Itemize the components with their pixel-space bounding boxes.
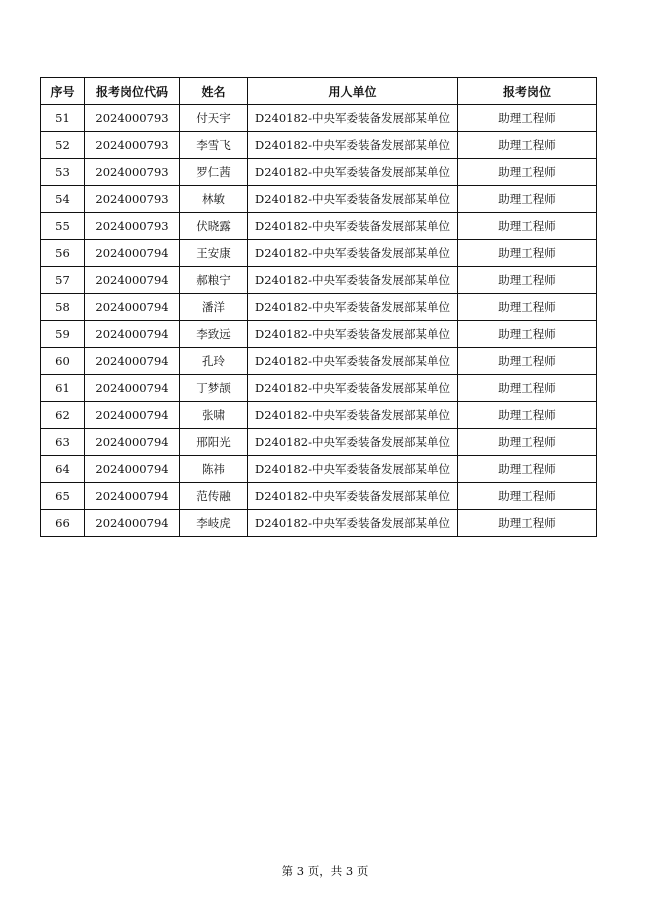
cell-name: 林敏 [180, 186, 248, 213]
cell-position-code: 2024000793 [85, 132, 180, 159]
table-row [41, 483, 597, 510]
table-row [41, 240, 597, 267]
cell-serial-number: 65 [41, 483, 85, 510]
cell-position: 助理工程师 [458, 510, 597, 537]
cell-position: 助理工程师 [458, 456, 597, 483]
cell-position-code: 2024000794 [85, 321, 180, 348]
cell-employer-unit: D240182-中央军委装备发展部某单位 [248, 375, 458, 402]
cell-position-code: 2024000794 [85, 375, 180, 402]
cell-serial-number: 63 [41, 429, 85, 456]
header-position: 报考岗位 [458, 78, 597, 105]
cell-position-code: 2024000793 [85, 213, 180, 240]
cell-position: 助理工程师 [458, 240, 597, 267]
roster-table-container [40, 77, 596, 537]
cell-name: 伏晓露 [180, 213, 248, 240]
table-row [41, 105, 597, 132]
table-row [41, 267, 597, 294]
roster-table [40, 77, 597, 537]
cell-serial-number: 57 [41, 267, 85, 294]
cell-name: 李雪飞 [180, 132, 248, 159]
cell-position: 助理工程师 [458, 402, 597, 429]
cell-name: 孔玲 [180, 348, 248, 375]
cell-employer-unit: D240182-中央军委装备发展部某单位 [248, 186, 458, 213]
cell-employer-unit: D240182-中央军委装备发展部某单位 [248, 402, 458, 429]
table-body [41, 105, 597, 537]
cell-position: 助理工程师 [458, 105, 597, 132]
cell-position: 助理工程师 [458, 348, 597, 375]
cell-employer-unit: D240182-中央军委装备发展部某单位 [248, 294, 458, 321]
cell-name: 范传融 [180, 483, 248, 510]
cell-employer-unit: D240182-中央军委装备发展部某单位 [248, 132, 458, 159]
cell-serial-number: 51 [41, 105, 85, 132]
table-row [41, 321, 597, 348]
cell-position-code: 2024000794 [85, 456, 180, 483]
cell-position: 助理工程师 [458, 483, 597, 510]
cell-position: 助理工程师 [458, 429, 597, 456]
page-footer: 第 3 页，共 3 页 [281, 864, 369, 878]
cell-employer-unit: D240182-中央军委装备发展部某单位 [248, 105, 458, 132]
cell-position-code: 2024000793 [85, 186, 180, 213]
cell-employer-unit: D240182-中央军委装备发展部某单位 [248, 240, 458, 267]
table-row [41, 159, 597, 186]
cell-position-code: 2024000794 [85, 267, 180, 294]
header-name: 姓名 [180, 78, 248, 105]
header-employer-unit: 用人单位 [248, 78, 458, 105]
cell-name: 邢阳光 [180, 429, 248, 456]
cell-serial-number: 52 [41, 132, 85, 159]
table-row [41, 132, 597, 159]
cell-position: 助理工程师 [458, 375, 597, 402]
table-row [41, 402, 597, 429]
table-header-row [41, 78, 597, 105]
cell-name: 李岐虎 [180, 510, 248, 537]
cell-position: 助理工程师 [458, 132, 597, 159]
cell-position: 助理工程师 [458, 159, 597, 186]
cell-name: 王安康 [180, 240, 248, 267]
cell-serial-number: 53 [41, 159, 85, 186]
cell-position-code: 2024000794 [85, 348, 180, 375]
cell-serial-number: 58 [41, 294, 85, 321]
cell-position: 助理工程师 [458, 321, 597, 348]
cell-serial-number: 66 [41, 510, 85, 537]
cell-name: 张啸 [180, 402, 248, 429]
cell-serial-number: 64 [41, 456, 85, 483]
cell-position-code: 2024000793 [85, 159, 180, 186]
cell-position: 助理工程师 [458, 186, 597, 213]
cell-employer-unit: D240182-中央军委装备发展部某单位 [248, 348, 458, 375]
cell-serial-number: 61 [41, 375, 85, 402]
table-row [41, 456, 597, 483]
cell-position-code: 2024000794 [85, 510, 180, 537]
header-position-code: 报考岗位代码 [85, 78, 180, 105]
cell-position: 助理工程师 [458, 267, 597, 294]
cell-position: 助理工程师 [458, 213, 597, 240]
cell-name: 陈祎 [180, 456, 248, 483]
table-row [41, 510, 597, 537]
cell-employer-unit: D240182-中央军委装备发展部某单位 [248, 321, 458, 348]
cell-position-code: 2024000794 [85, 402, 180, 429]
cell-name: 郝粮宁 [180, 267, 248, 294]
table-row [41, 294, 597, 321]
cell-employer-unit: D240182-中央军委装备发展部某单位 [248, 267, 458, 294]
cell-employer-unit: D240182-中央军委装备发展部某单位 [248, 510, 458, 537]
cell-position-code: 2024000793 [85, 105, 180, 132]
cell-serial-number: 54 [41, 186, 85, 213]
cell-name: 罗仁茜 [180, 159, 248, 186]
cell-serial-number: 62 [41, 402, 85, 429]
cell-position: 助理工程师 [458, 294, 597, 321]
cell-employer-unit: D240182-中央军委装备发展部某单位 [248, 213, 458, 240]
table-row [41, 348, 597, 375]
cell-position-code: 2024000794 [85, 429, 180, 456]
cell-position-code: 2024000794 [85, 240, 180, 267]
table-row [41, 186, 597, 213]
cell-employer-unit: D240182-中央军委装备发展部某单位 [248, 483, 458, 510]
cell-name: 丁梦颉 [180, 375, 248, 402]
cell-serial-number: 55 [41, 213, 85, 240]
header-serial-number: 序号 [41, 78, 85, 105]
cell-name: 李致远 [180, 321, 248, 348]
cell-serial-number: 56 [41, 240, 85, 267]
cell-name: 付天宇 [180, 105, 248, 132]
cell-serial-number: 60 [41, 348, 85, 375]
cell-position-code: 2024000794 [85, 294, 180, 321]
cell-serial-number: 59 [41, 321, 85, 348]
table-row [41, 213, 597, 240]
table-row [41, 429, 597, 456]
cell-employer-unit: D240182-中央军委装备发展部某单位 [248, 456, 458, 483]
table-row [41, 375, 597, 402]
cell-employer-unit: D240182-中央军委装备发展部某单位 [248, 429, 458, 456]
cell-employer-unit: D240182-中央军委装备发展部某单位 [248, 159, 458, 186]
cell-position-code: 2024000794 [85, 483, 180, 510]
cell-name: 潘洋 [180, 294, 248, 321]
